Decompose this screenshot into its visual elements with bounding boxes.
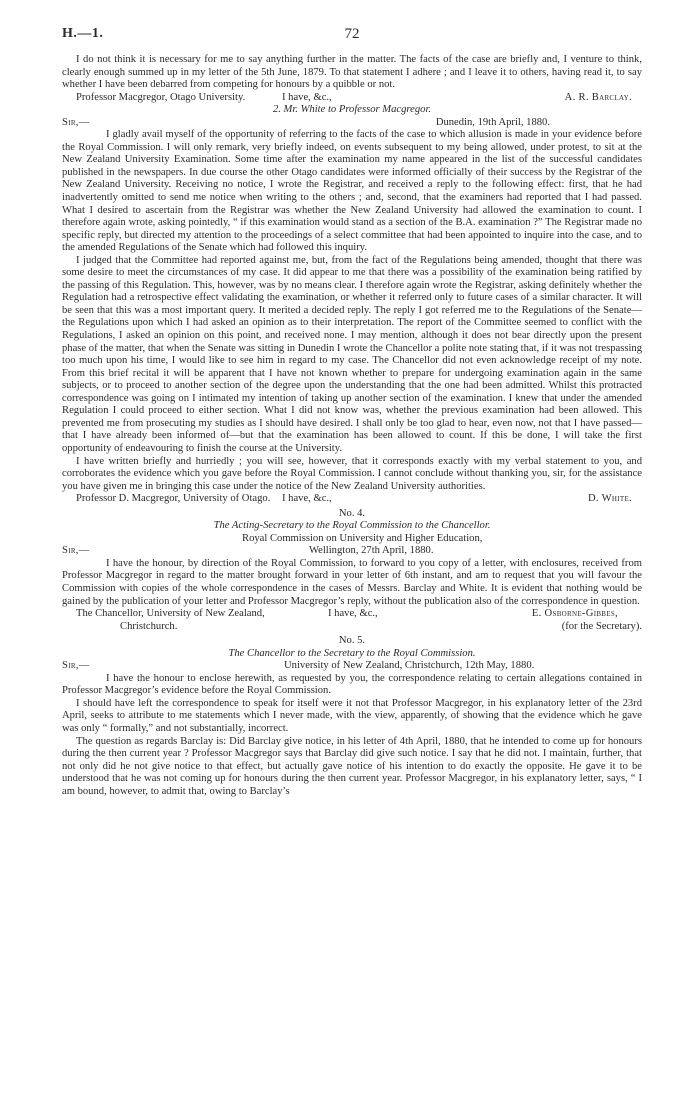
- no4-addressee-line2: Christchurch.: [120, 620, 178, 632]
- white-closing-row: [62, 493, 642, 506]
- white-place-date: Dunedin, 19th April, 1880.: [435, 116, 550, 128]
- white-paragraph-2: I judged that the Committee had reported against me, but, from the fact of the Regulations being amended, thought that there was some desire to meet the circumstances of my case. It did appear to me that there was a possibility of the examination being ratified by the passing of this Regulation. This, however, was by no means clear. I therefore again wrote the Registrar, asking definitely whether the Regulation had a retrospective effect validating the examination, or whether it referred only to future cases of a similar character. It will be seen that this was a most important query. It merited a decided reply. The reply I got referred me to the Regulations of the Senate—the Regulations upon which I had asked an opinion as to their interpretation. The report of the Committee seemed to conflict with the Regulations, I asked an opinion on this point, and received none. I may mention, although it does not bear directly upon the present phase of the matter, that when the Senate was sitting in Dunedin I wrote the Chancellor a polite note stating that, if it was not trespassing too much upon his time, I would like to see him in regard to my case. The Chancellor did not even acknowledge receipt of my note. From this brief recital it will be apparent that I have not known whether to prepare for undergoing examination again in the same subjects, or to proceed to another section of the degree upon the understanding that the one had been admitted. Whilst this protracted correspondence was going on I intimated my intention of taking up another section of the examination. I knew that under the amended Regulation I could proceed to either section. What I did not know was, whether the previous examination had been allowed. This prevented me from prosecuting my studies as I should have desired. I shall only be too glad to hear, even now, not that I have passed—that I have already been informed of—but that the examination has been allowed to count. If this be done, I will take the first opportunity of endeavouring to finish the course at the University.: [62, 254, 642, 454]
- white-paragraph-3: I have written briefly and hurriedly ; you will see, however, that it corresponds exactly with my verbal statement to you, and corroborates the evidence which you gave before the Royal Commission. I cannot conclude without thanking you, sir, for the assistance you have given me in bringing this case under the notice of the New Zealand University authorities.: [62, 455, 642, 492]
- no4-closing-row-2: [62, 621, 642, 634]
- white-letter-dateline: [62, 117, 642, 130]
- no5-paragraph-2: I should have left the correspondence to speak for itself were it not that Professor Macgregor, in his explanatory letter of the 23rd April, seeks to attribute to me statements which I never made, with the view, apparently, of showing that the evidence which he gave was only “ formally,” and not substantially, incorrect.: [62, 697, 642, 734]
- white-addressee: Professor D. Macgregor, University of Otago.: [76, 493, 271, 505]
- no4-address-line2: Wellington, 27th April, 1880.: [309, 545, 434, 557]
- no5-number: No. 5.: [338, 635, 366, 647]
- no5-dateline: [62, 660, 642, 673]
- page-number: 72: [344, 26, 360, 42]
- document-reference: H.—1.: [62, 26, 104, 41]
- no4-address-line1: Royal Commission on University and Higher Education,: [242, 532, 483, 544]
- no5-paragraph-1: I have the honour to enclose herewith, as requested by you, the correspondence relating to certain allegations contained in Professor Macgregor’s evidence before the Royal Commission.: [62, 672, 642, 697]
- white-letter: [62, 104, 642, 506]
- barclay-letter: [62, 54, 642, 104]
- no4-salutation: Sir,—: [62, 545, 90, 557]
- no4-signature: E. Osborne-Gibbes,: [531, 608, 618, 620]
- no5-salutation: Sir,—: [62, 660, 90, 672]
- barclay-signature: A. R. Barclay.: [564, 91, 632, 103]
- no4-signature-note: (for the Secretary).: [561, 620, 642, 632]
- no5-place-date: University of New Zealand, Christchurch, 12th May, 1880.: [284, 660, 535, 672]
- white-salutation: Sir,—: [62, 116, 90, 128]
- white-paragraph-1: I gladly avail myself of the opportunity of referring to the facts of the case to which allusion is made in your evidence before the Royal Commission. I will only remark, very briefly indeed, on events subsequent to my being allowed, under protest, to sit at the New Zealand University Examination. Some time after the examination my name appeared in the list of the successful candidates published in the newspapers. In due course the other Otago candidates were informed officially of their success by the Registrar of the New Zealand University. Receiving no notice, I wrote the Registrar, and received a reply to the following effect: first, that he had inadvertently omitted to send me notice when writing to the others ; and, second, that the examiners had reported that I had passed. What I desired to ascertain from the Registrar was whether the New Zealand University had allowed the examination to count. I therefore again wrote, asking pointedly, “ if this examination would stand as a section of the B.A. examination ?” The Registrar made no specific reply, but directed my attention to the proceedings of a select committee that had been appointed to inquire into the case, and to the amended Regulations of the Senate which had followed this inquiry.: [62, 129, 642, 254]
- no5-title: The Chancellor to the Secretary to the Royal Commission.: [228, 647, 476, 659]
- no4-number: No. 4.: [338, 507, 366, 519]
- white-letter-title: 2. Mr. White to Professor Macgregor.: [272, 104, 432, 116]
- no4-paragraph: I have the honour, by direction of the Royal Commission, to forward to you copy of a letter, with enclosures, received from Professor Macgregor in regard to the matter brought forward in your letter of 6th instant, and am to request that you will favour the Commission with copies of the whole correspondence in the cases of Messrs. Barclay and White. It is evident that nothing would be gained by the publication of your letter and Professor Macgregor’s reply, without the publication also of the correspondence in question.: [62, 557, 642, 607]
- barclay-closing: I have, &c.,: [282, 91, 332, 103]
- white-closing: I have, &c.,: [282, 493, 332, 505]
- no4-addressee-line1: The Chancellor, University of New Zealand,: [76, 608, 265, 620]
- no4-closing: I have, &c.,: [328, 608, 378, 620]
- letter-no-4: [62, 508, 642, 633]
- letter-no-5: [62, 635, 642, 798]
- barclay-closing-row: [62, 92, 642, 105]
- no4-title: The Acting-Secretary to the Royal Commission to the Chancellor.: [213, 520, 491, 532]
- no4-dateline: [62, 545, 642, 558]
- page-header: [62, 28, 642, 54]
- no5-paragraph-3: The question as regards Barclay is: Did Barclay give notice, in his letter of 4th April, 1880, that he intended to come up for honours during the then current year ? Professor Macgregor says that Barclay did give such notice. I say that he did not. I maintain, further, that not only did he not give notice to that effect, but actually gave notice of his intention to do exactly the opposite. He gave it to be understood that he was not coming up for honours during the then current year. Professor Macgregor, in his explanatory letter, says, “ I am bound, however, to admit that, owing to Barclay’s: [62, 735, 642, 797]
- barclay-addressee: Professor Macgregor, Otago University.: [76, 91, 246, 103]
- white-signature: D. White.: [587, 493, 632, 505]
- barclay-paragraph: I do not think it is necessary for me to say anything further in the matter. The facts of the case are briefly and, I venture to think, clearly enough summed up in my letter of the 5th June, 1879. To that statement I adhere ; and I leave it to others, having read it, to say whether I have been debarred from competing for honours by a quibble or not.: [62, 54, 642, 91]
- no4-closing-row: [62, 608, 642, 621]
